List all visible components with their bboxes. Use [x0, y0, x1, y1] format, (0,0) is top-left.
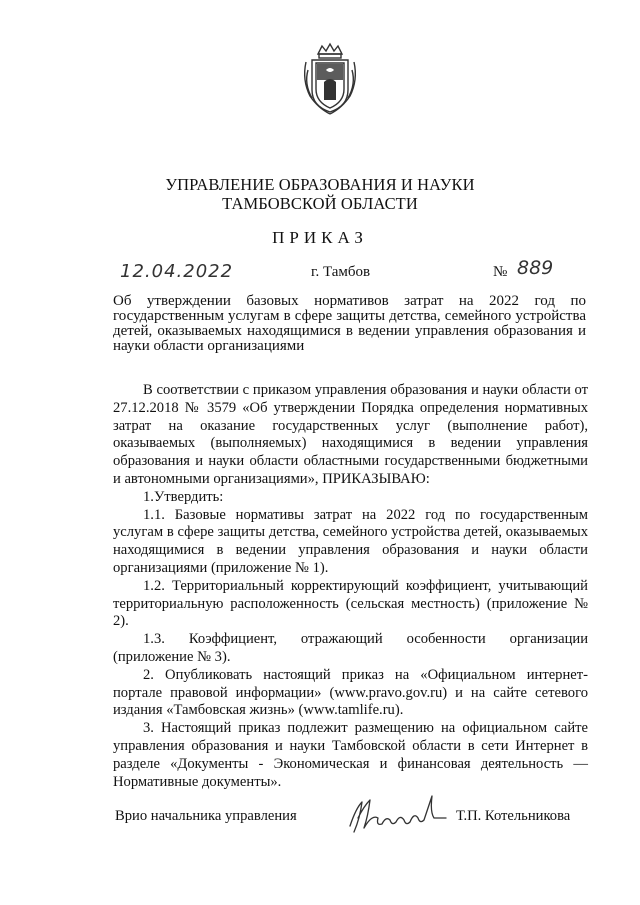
order-subject: Об утверждении базовых нормативов затрат на 2022 год по государственным услугам в сфере защиты детства, семейного устройства детей, оказываемых находящимися в ведении управления образования и науки области организациями: [113, 293, 586, 354]
signatory-position: Врио начальника управления: [115, 808, 297, 824]
item-1-3: 1.3. Коэффициент, отражающий особенности организации (приложение № 3).: [113, 631, 588, 665]
coat-of-arms-icon: [300, 40, 360, 116]
item-2: 2. Опубликовать настоящий приказ на «Официальном интернет-портале правовой информации» (www.pravo.gov.ru) и на сайте сетевого издания «Тамбовская жизнь» (www.tamlife.ru).: [113, 666, 588, 719]
document-type-title: ПРИКАЗ: [272, 228, 368, 247]
order-body: [113, 382, 588, 791]
order-number-label: №: [493, 264, 508, 280]
signatory-name: Т.П. Котельникова: [456, 808, 571, 824]
preamble-paragraph: В соответствии с приказом управления образования и науки области от 27.12.2018 № 3579 «Об утверждении Порядка определения нормативных затрат на оказание государственных услуг (выполнение работ), оказываемых (выполняемых) находящимися в ведении управления образования и науки области областными государственными бюджетными и автономными организациями», ПРИКАЗЫВАЮ:: [113, 382, 588, 487]
order-number: 889: [517, 257, 554, 279]
order-date: 12.04.2022: [120, 261, 234, 282]
item-3: 3. Настоящий приказ подлежит размещению на официальном сайте управления образования и науки Тамбовской области в сети Интернет в разделе «Документы - Экономическая и финансовая деятельность — Нормативные документы».: [113, 720, 588, 790]
item-1-2: 1.2. Территориальный корректирующий коэффициент, учитывающий территориальную расположенность (сельская местность) (приложение № 2).: [113, 577, 588, 630]
order-city: г. Тамбов: [311, 264, 371, 280]
organization-name-line-1: УПРАВЛЕНИЕ ОБРАЗОВАНИЯ И НАУКИ: [165, 175, 475, 194]
organization-name-line-2: ТАМБОВСКОЙ ОБЛАСТИ: [222, 194, 418, 213]
item-1-1: 1.1. Базовые нормативы затрат на 2022 год по государственным услугам в сфере защиты детства, семейного устройства детей, оказываемых находящимися в ведении управления образования и науки области организациями (приложение № 1).: [113, 506, 588, 576]
item-1: 1.Утвердить:: [143, 488, 224, 505]
handwritten-signature: [342, 788, 452, 838]
